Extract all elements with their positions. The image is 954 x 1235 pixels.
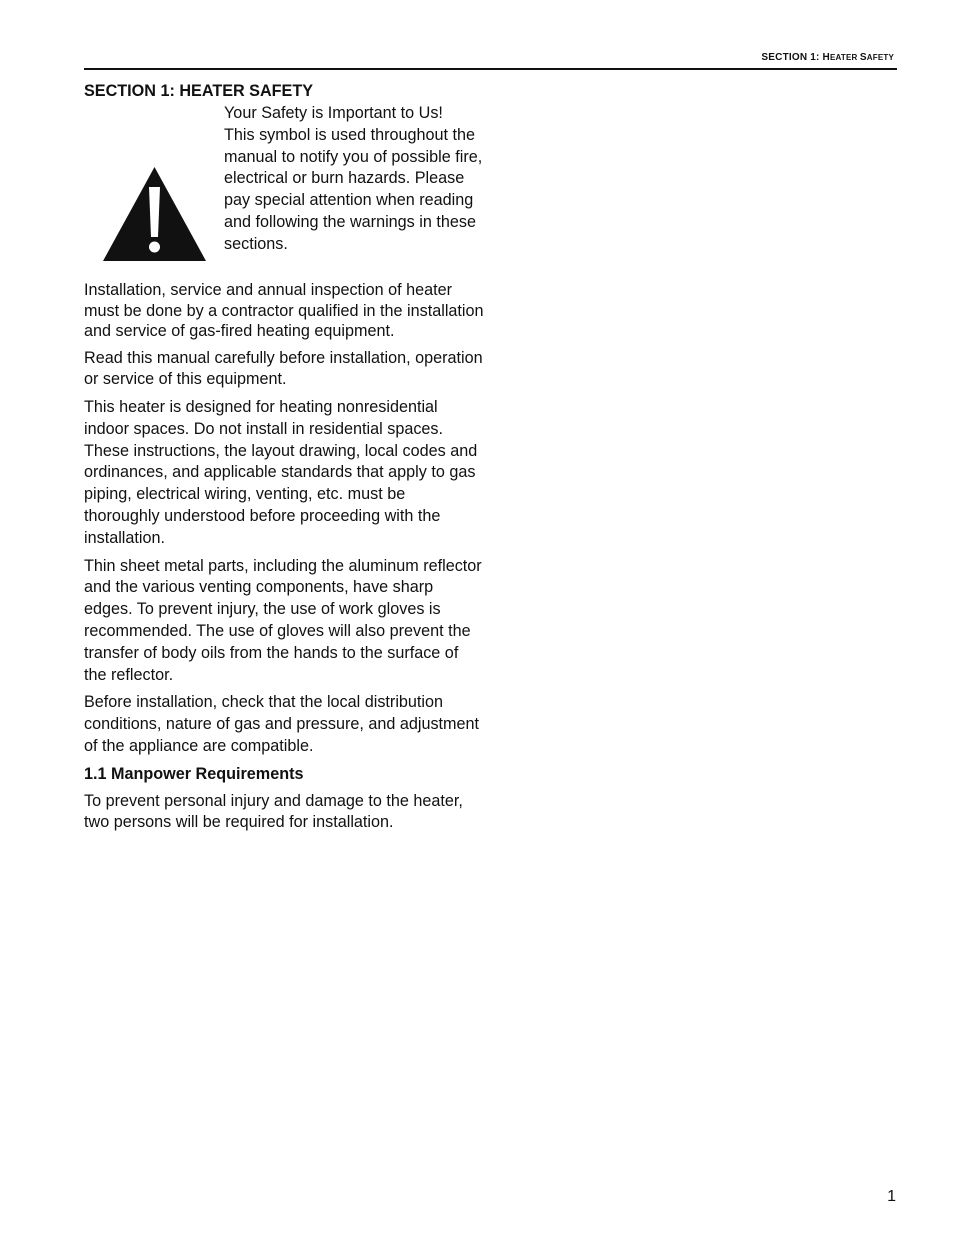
subsection-title: 1.1 Manpower Requirements <box>84 764 304 783</box>
running-header <box>761 52 894 63</box>
safety-intro-body: This symbol is used throughout the manual to notify you of possible fire, electrical or burn hazards. Please pay special attention when reading and following the warnings in these sections. <box>224 125 483 253</box>
running-header-rest-safety: AFETY <box>866 53 894 62</box>
running-header-rest-heater: EATER <box>829 53 860 62</box>
safety-intro-heading: Your Safety is Important to Us! <box>224 104 443 122</box>
paragraph-read-manual: Read this manual carefully before installation, operation or service of this equipment. <box>84 348 483 389</box>
paragraph-installation: Installation, service and annual inspection of heater must be done by a contractor qualified in the installation and service of gas-fired heating equipment. <box>84 281 484 340</box>
running-header-letter-h: H <box>822 52 830 63</box>
page-number: 1 <box>887 1188 896 1205</box>
safety-intro-text <box>224 103 484 256</box>
running-header-letter-s: S <box>859 52 867 63</box>
warning-triangle-icon <box>102 165 207 262</box>
paragraph-before-installation: Before installation, check that the local distribution conditions, nature of gas and pressure, and adjustment of the appliance are compatible. <box>84 693 480 756</box>
header-rule <box>84 68 897 70</box>
safety-notice <box>84 103 484 278</box>
subsection-text: To prevent personal injury and damage to the heater, two persons will be required for installation. <box>84 791 463 832</box>
main-column <box>84 81 484 840</box>
paragraph-design-use: This heater is designed for heating nonresidential indoor spaces. Do not install in residential spaces. These instructions, the layout drawing, local codes and ordinances, and applicable standards that apply to gas piping, electrical wiring, venting, etc. must be thoroughly understood before proceeding with the installation. <box>84 398 478 547</box>
paragraph-sheet-metal: Thin sheet metal parts, including the aluminum reflector and the various venting components, have sharp edges. To prevent injury, the use of work gloves is recommended. The use of gloves will also prevent the transfer of body oils from the hands to the surface of the reflector. <box>84 556 482 684</box>
section-title: SECTION 1: HEATER SAFETY <box>84 82 314 100</box>
running-header-prefix: SECTION 1: <box>761 52 823 63</box>
